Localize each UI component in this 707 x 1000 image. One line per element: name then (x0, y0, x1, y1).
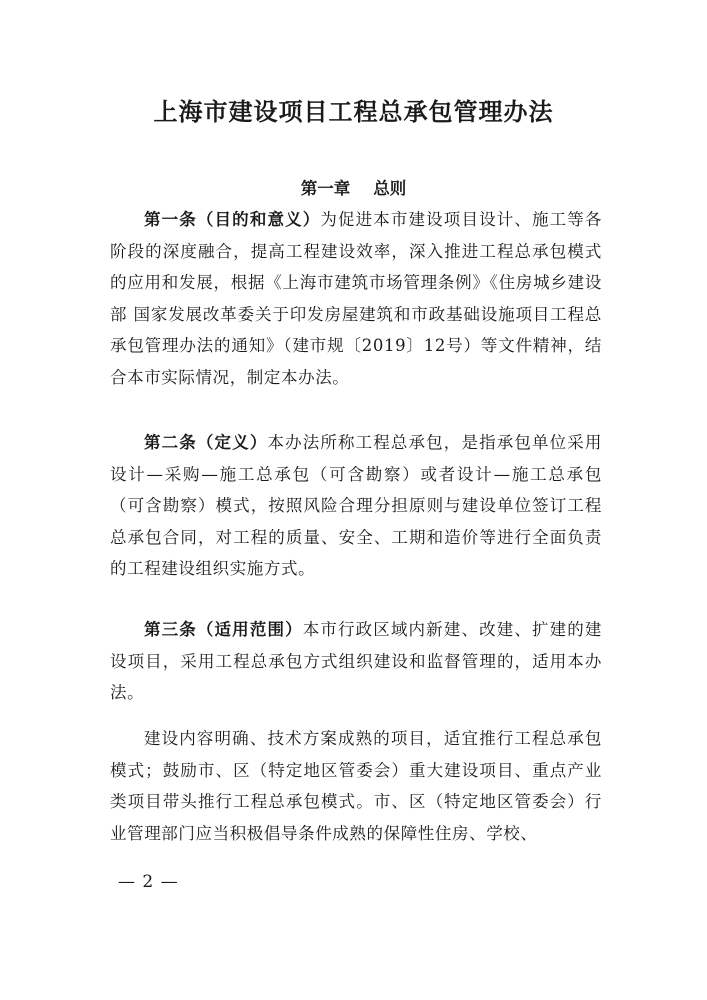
article-2-heading: 第二条（定义） (144, 433, 268, 452)
article-2 (110, 427, 602, 585)
document-title: 上海市建设项目工程总承包管理办法 (153, 98, 554, 126)
article-3-heading: 第三条（适用范围） (144, 620, 303, 639)
chapter-heading: 第一章 总则 (300, 179, 407, 198)
article-1-text: 为促进本市建设项目设计、施工等各阶段的深度融合，提高工程建设效率，深入推进工程总承包模式的应用和发展，根据《上海市建筑市场管理条例》《住房城乡建设部 国家发展改革委关于印发房屋建筑和市政基础设施项目工程总承包管理办法的通知》（建市规〔2019〕12号）等文件精神，结合本市实际情况，制定本办法。 (110, 210, 602, 387)
body-paragraph: 建设内容明确、技术方案成熟的项目，适宜推行工程总承包模式；鼓励市、区（特定地区管委会）重大建设项目、重点产业类项目带头推行工程总承包模式。市、区（特定地区管委会）行业管理部门应当积极倡导条件成熟的保障性住房、学校、 (110, 729, 602, 843)
article-1 (110, 204, 602, 394)
article-1-heading: 第一条（目的和意义） (144, 210, 321, 229)
article-3-text: 本市行政区域内新建、改建、扩建的建设项目，采用工程总承包方式组织建设和监督管理的，适用本办法。 (110, 620, 603, 703)
article-3 (110, 614, 602, 709)
article-2-text: 本办法所称工程总承包，是指承包单位采用设计—采购—施工总承包（可含勘察）或者设计—施工总承包（可含勘察）模式，按照风险合理分担原则与建设单位签订工程总承包合同，对工程的质量、安全、工期和造价等进行全面负责的工程建设组织实施方式。 (110, 433, 602, 579)
page-number: — 2 — (118, 872, 179, 892)
